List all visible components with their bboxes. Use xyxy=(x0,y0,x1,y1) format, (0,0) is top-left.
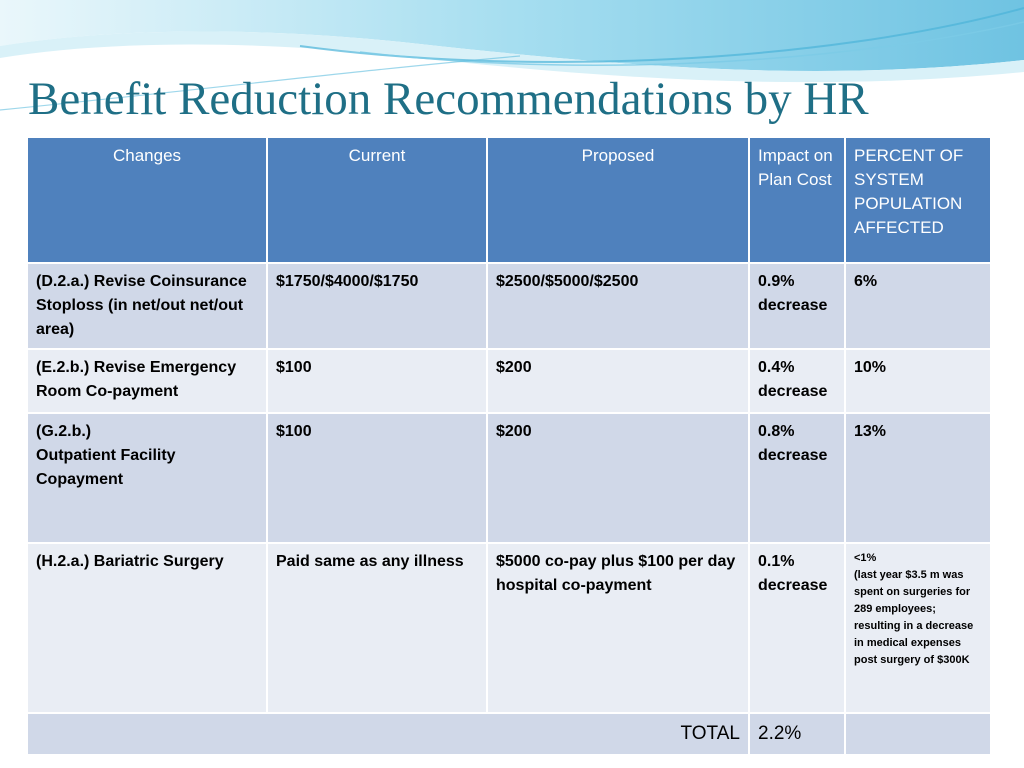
cell-current: $100 xyxy=(267,413,487,543)
cell-proposed: $2500/$5000/$2500 xyxy=(487,263,749,349)
table-row xyxy=(27,413,991,543)
cell-impact: 0.8% decrease xyxy=(749,413,845,543)
slide-title: Benefit Reduction Recommendations by HR xyxy=(28,73,869,125)
table-header-row xyxy=(27,137,991,263)
cell-change: (G.2.b.) Outpatient Facility Copayment xyxy=(27,413,267,543)
column-header-percent-affected: PERCENT OF SYSTEM POPULATION AFFECTED xyxy=(845,137,991,263)
total-row xyxy=(27,713,991,755)
cell-change: (E.2.b.) Revise Emergency Room Co-payment xyxy=(27,349,267,413)
table-row xyxy=(27,349,991,413)
total-value: 2.2% xyxy=(749,713,845,755)
total-empty-cell xyxy=(845,713,991,755)
cell-change: (H.2.a.) Bariatric Surgery xyxy=(27,543,267,713)
column-header-current: Current xyxy=(267,137,487,263)
table-row xyxy=(27,263,991,349)
cell-percent: 6% xyxy=(845,263,991,349)
cell-percent: <1% (last year $3.5 m was spent on surgeries for 289 employees; resulting in a decrease in medical expenses post surgery of $300K xyxy=(845,543,991,713)
cell-percent: 10% xyxy=(845,349,991,413)
cell-proposed: $200 xyxy=(487,349,749,413)
table-row xyxy=(27,543,991,713)
cell-impact: 0.4% decrease xyxy=(749,349,845,413)
column-header-changes: Changes xyxy=(27,137,267,263)
benefit-table xyxy=(26,136,992,756)
total-label: TOTAL xyxy=(27,713,749,755)
cell-proposed: $5000 co-pay plus $100 per day hospital co-payment xyxy=(487,543,749,713)
cell-proposed: $200 xyxy=(487,413,749,543)
column-header-proposed: Proposed xyxy=(487,137,749,263)
cell-current: Paid same as any illness xyxy=(267,543,487,713)
column-header-impact: Impact on Plan Cost xyxy=(749,137,845,263)
cell-impact: 0.1% decrease xyxy=(749,543,845,713)
cell-percent: 13% xyxy=(845,413,991,543)
cell-current: $1750/$4000/$1750 xyxy=(267,263,487,349)
cell-impact: 0.9% decrease xyxy=(749,263,845,349)
cell-current: $100 xyxy=(267,349,487,413)
cell-change: (D.2.a.) Revise Coinsurance Stoploss (in net/out net/out area) xyxy=(27,263,267,349)
benefit-table-container xyxy=(26,136,992,756)
